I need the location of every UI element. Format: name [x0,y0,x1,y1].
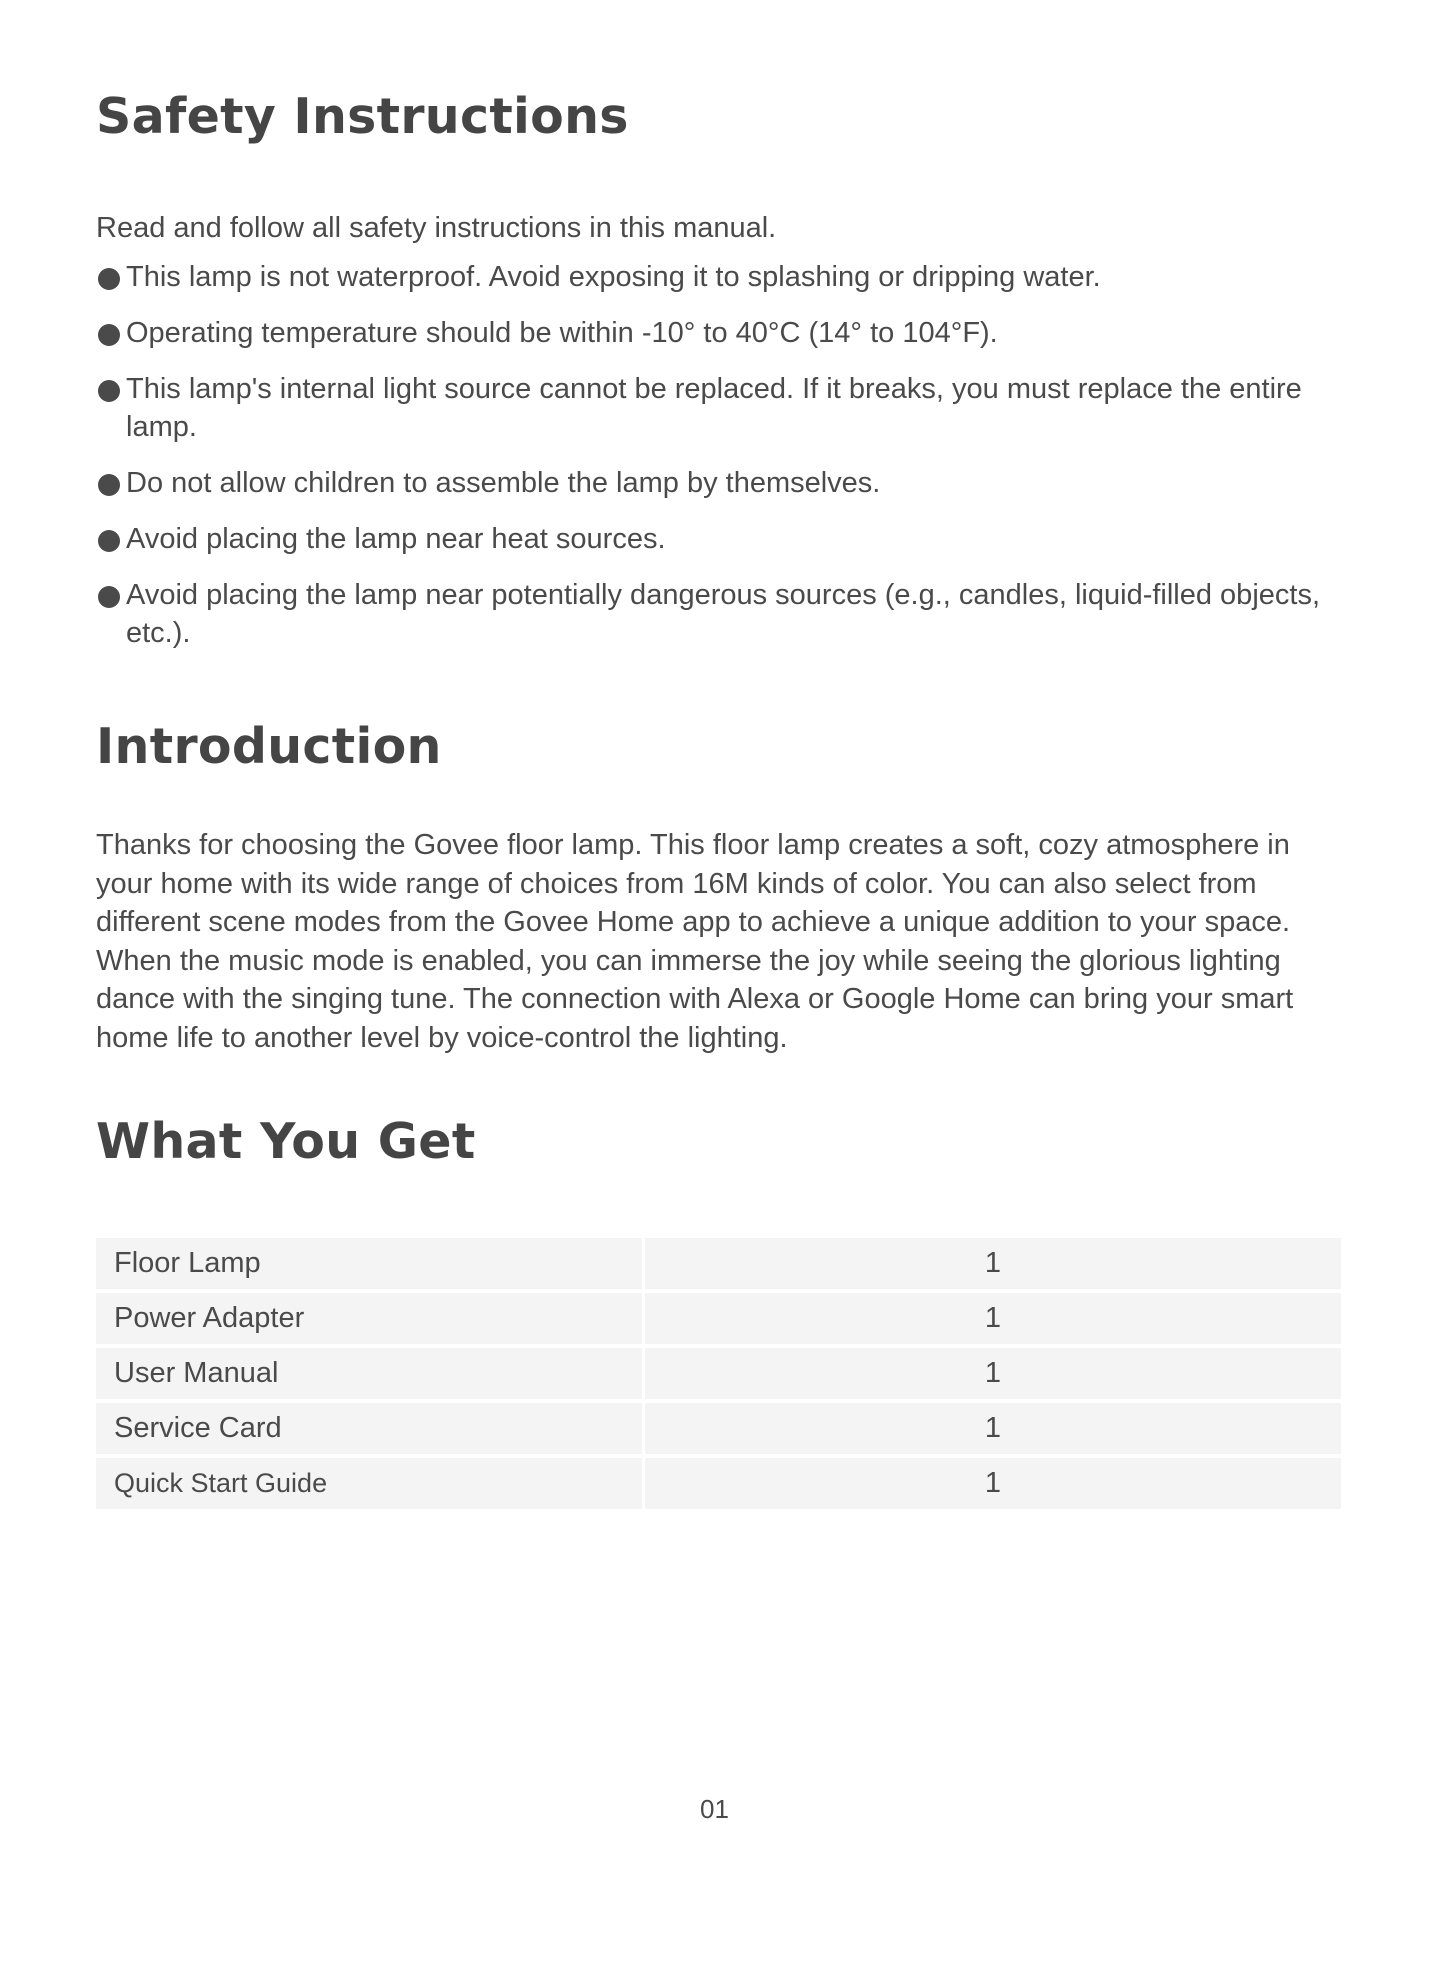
table-row [96,1403,1341,1454]
safety-item-text: This lamp is not waterproof. Avoid exposing it to splashing or dripping water. [126,261,1101,293]
bullet-icon [98,530,120,552]
table-row [96,1458,1341,1509]
safety-item-text: This lamp's internal light source cannot be replaced. If it breaks, you must replace the entire lamp. [126,373,1302,443]
item-name-cell: Floor Lamp [96,1238,645,1289]
bullet-icon [98,586,120,608]
item-name-cell: Power Adapter [96,1293,645,1344]
item-qty-cell: 1 [645,1458,1341,1509]
table-row [96,1293,1341,1344]
what-you-get-heading: What You Get [96,1113,476,1170]
safety-instructions-heading: Safety Instructions [96,88,629,145]
package-contents-table [96,1234,1341,1513]
safety-item [96,520,1341,558]
safety-item [96,464,1341,502]
table-row [96,1348,1341,1399]
page-number: 01 [700,1794,729,1824]
safety-item [96,576,1341,652]
item-qty-cell: 1 [645,1293,1341,1344]
bullet-icon [98,380,120,402]
item-qty-cell: 1 [645,1348,1341,1399]
safety-item-text: Do not allow children to assemble the lamp by themselves. [126,467,881,499]
item-name-cell: Service Card [96,1403,645,1454]
bullet-icon [98,474,120,496]
safety-list [96,258,1341,670]
introduction-paragraph: Thanks for choosing the Govee floor lamp. This floor lamp creates a soft, cozy atmosphere in your home with its wide range of choices from 16M kinds of color. You can also select from different scene modes from the Govee Home app to achieve a unique addition to your space. When the music mode is enabled, you can immerse the joy while seeing the glorious lighting dance with the singing tune. The connection with Alexa or Google Home can bring your smart home life to another level by voice-control the lighting. [96,829,1294,1054]
safety-item-text: Avoid placing the lamp near heat sources. [126,523,666,555]
safety-item-text: Avoid placing the lamp near potentially dangerous sources (e.g., candles, liquid-filled objects, etc.). [126,579,1320,649]
item-name-cell: User Manual [96,1348,645,1399]
safety-item [96,258,1341,296]
bullet-icon [98,268,120,290]
item-qty-cell: 1 [645,1238,1341,1289]
safety-intro-text: Read and follow all safety instructions in this manual. [96,212,777,244]
item-qty-cell: 1 [645,1403,1341,1454]
item-name-cell: Quick Start Guide [96,1458,645,1509]
safety-item [96,370,1341,446]
safety-item [96,314,1341,352]
introduction-heading: Introduction [96,718,442,775]
bullet-icon [98,324,120,346]
safety-item-text: Operating temperature should be within -10° to 40°C (14° to 104°F). [126,317,998,349]
table-row [96,1238,1341,1289]
